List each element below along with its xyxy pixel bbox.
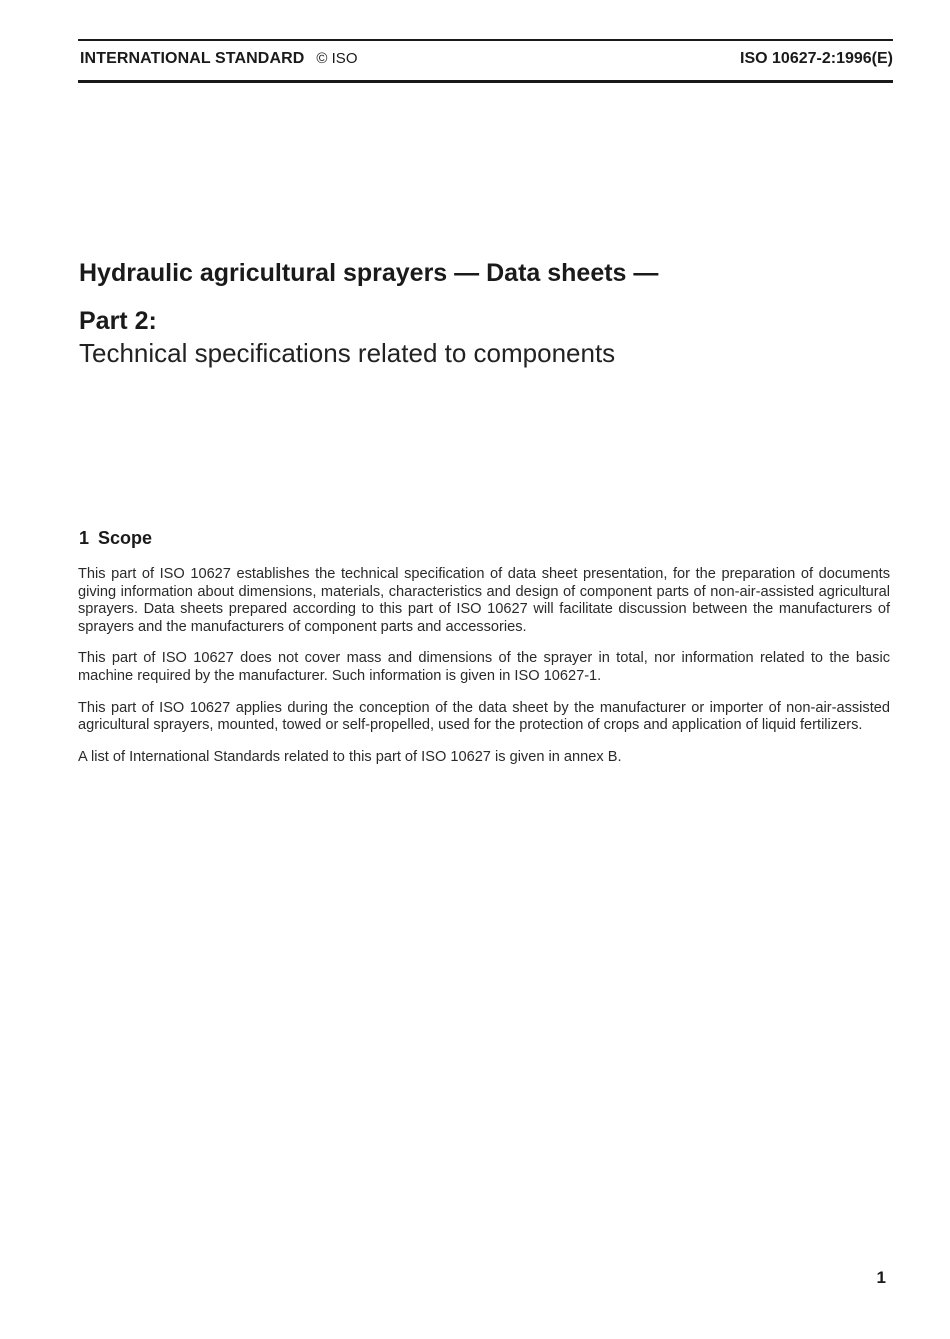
paragraph: This part of ISO 10627 applies during the conception of the data sheet by the manufacturer or importer of non-air-assisted agricultural sprayers, mounted, towed or self-propelled, used for the protection of crops and application of liquid fertilizers. [78,699,890,734]
section-number: 1 [79,528,90,548]
section-body [78,566,890,780]
running-header [78,48,893,70]
paragraph: This part of ISO 10627 does not cover mass and dimensions of the sprayer in total, nor information related to the basic machine required by the manufacturer. Such information is given in ISO 10627-1. [78,650,890,684]
part-label: Part 2: [79,307,157,335]
part-subtitle: Technical specifications related to components [79,338,616,368]
copyright-notice: © ISO [316,50,358,67]
paragraph: This part of ISO 10627 establishes the technical specification of data sheet presentation, for the preparation of documents giving information about dimensions, materials, characteristics and design of component parts of non-air-assisted agricultural sprayers. Data sheets prepared according to this part of ISO 10627 will facilitate discussion between the manufacturers of sprayers and the manufacturers of component parts and accessories. [78,566,890,635]
document-title: Hydraulic agricultural sprayers — Data sheets — [79,259,659,287]
header-bottom-rule [78,80,893,83]
section-title: Scope [98,528,153,548]
standard-type-label: INTERNATIONAL STANDARD [80,50,305,67]
header-left [80,48,357,70]
paragraph: A list of International Standards related to this part of ISO 10627 is given in annex B. [78,748,622,765]
standard-designation: ISO 10627-2:1996(E) [740,50,893,67]
section-heading [79,527,152,549]
header-top-rule [78,39,893,41]
page-number: 1 [876,1268,886,1287]
